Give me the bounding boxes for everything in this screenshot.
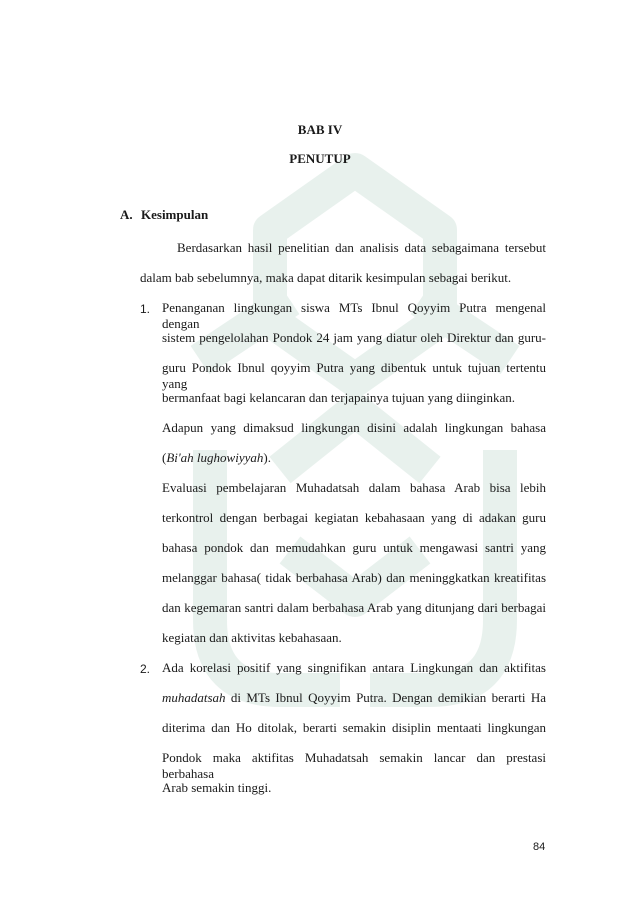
list-item-line: dan kegemaran santri dalam berbahasa Arab yang ditunjang dari berbagai [162,600,546,615]
list-item-line: bermanfaat bagi kelancaran dan terjapainya tujuan yang diinginkan. [162,390,516,405]
intro-line: dalam bab sebelumnya, maka dapat ditarik kesimpulan sebagai berikut. [140,270,512,285]
list-item-line: Evaluasi pembelajaran Muhadatsah dalam bahasa Arab bisa lebih [162,480,546,495]
list-item-line: Arab semakin tinggi. [162,780,272,795]
section-title: Kesimpulan [141,207,209,222]
list-item-line: (Bi'ah lughowiyyah). [162,450,271,465]
section-letter: A. [120,207,133,222]
chapter-title: PENUTUP [289,151,351,166]
term-muhadatsah: muhadatsah [162,690,226,705]
list-number: 1. [140,302,151,316]
page-number: 84 [533,841,546,853]
chapter-number: BAB IV [297,122,343,137]
list-item-line: terkontrol dengan berbagai kegiatan kebahasaan yang di adakan guru [162,510,546,525]
list-item-line: diterima dan Ho ditolak, berarti semakin disiplin mentaati lingkungan [162,720,546,735]
list-item-line: Pondok maka aktifitas Muhadatsah semakin lancar dan prestasi berbahasa [162,750,546,781]
list-item-line: melanggar bahasa( tidak berbahasa Arab) dan meninggkatkan kreatifitas [162,570,546,585]
arabic-term: Bi'ah lughowiyyah [166,450,264,465]
intro-line: Berdasarkan hasil penelitian dan analisis data sebagaimana tersebut [177,240,546,255]
list-item-line: muhadatsah di MTs Ibnul Qoyyim Putra. Dengan demikian berarti Ha [162,690,546,705]
section-heading [120,207,208,223]
list-item-line: sistem pengelolahan Pondok 24 jam yang diatur oleh Direktur dan guru- [162,330,546,345]
list-item-line: Ada korelasi positif yang singnifikan antara Lingkungan dan aktifitas [162,660,546,675]
list-item-line: Adapun yang dimaksud lingkungan disini adalah lingkungan bahasa [162,420,546,435]
list-number: 2. [140,662,151,676]
list-item-line: bahasa pondok dan memudahkan guru untuk mengawasi santri yang [162,540,546,555]
list-item-line: guru Pondok Ibnul qoyyim Putra yang dibentuk untuk tujuan tertentu yang [162,360,546,391]
list-item-line: Penanganan lingkungan siswa MTs Ibnul Qoyyim Putra mengenal dengan [162,300,546,331]
list-item-line: kegiatan dan aktivitas kebahasaan. [162,630,342,645]
